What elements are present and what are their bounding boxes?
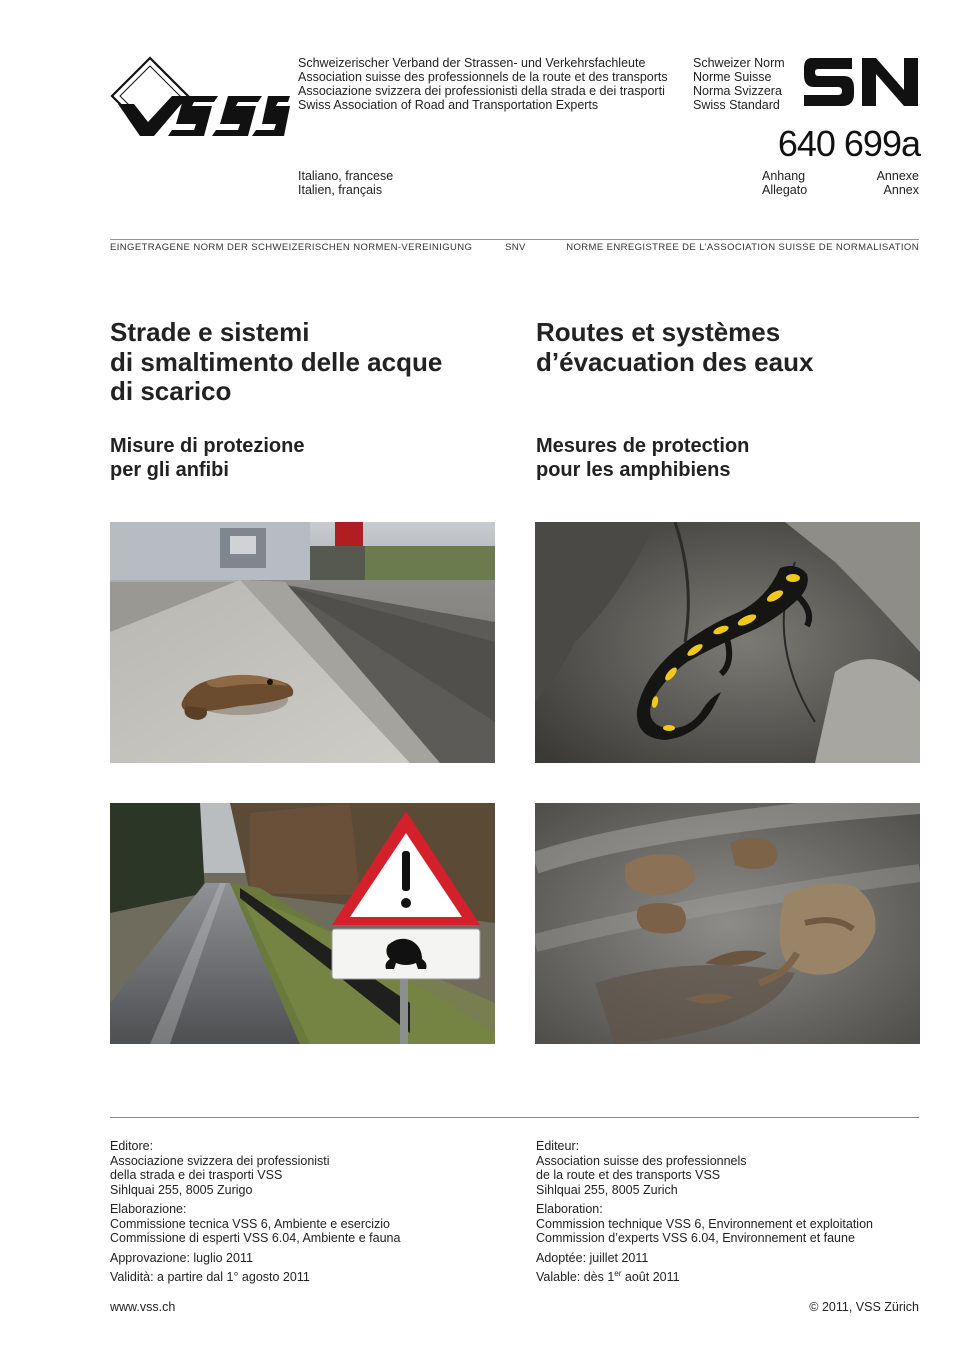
registration-snv: SNV xyxy=(505,242,526,253)
title-it-line: di smaltimento delle acque xyxy=(110,346,443,377)
title-it-line: Strade e sistemi xyxy=(110,317,310,347)
annex-de: Anhang xyxy=(762,169,806,183)
title-fr-line: d’évacuation des eaux xyxy=(536,346,814,377)
editor-label: Editeur: xyxy=(536,1139,580,1153)
editor-line: della strada e dei trasporti VSS xyxy=(110,1168,283,1182)
association-name-it: Associazione svizzera dei professionisti della strada e dei trasporti xyxy=(298,84,665,98)
annex-label-right xyxy=(820,169,919,197)
subtitle-fr-line: Mesures de protection xyxy=(536,435,750,457)
copyright-notice: © 2011, VSS Zürich xyxy=(809,1300,919,1314)
association-name-de: Schweizerischer Verband der Strassen- und Verkehrsfachleute xyxy=(298,56,646,70)
elaboration-line: Commissione tecnica VSS 6, Ambiente e esercizio xyxy=(110,1216,390,1231)
editor-line: Association suisse des professionnels xyxy=(536,1153,747,1168)
registration-rule xyxy=(110,239,919,240)
footer-french xyxy=(536,1139,873,1285)
subtitle-french xyxy=(536,435,749,482)
norm-type-en: Swiss Standard xyxy=(693,98,780,112)
editor-line: Sihlquai 255, 8005 Zurich xyxy=(536,1182,678,1197)
norm-number: 640 699a xyxy=(777,123,920,164)
languages-fr: Italien, français xyxy=(298,183,383,197)
subtitle-italian xyxy=(110,435,304,482)
subtitle-it-line: per gli anfibi xyxy=(110,458,229,481)
validity-date: Validità: a partire dal 1° agosto 2011 xyxy=(110,1270,310,1284)
norm-type-fr: Norme Suisse xyxy=(693,70,772,84)
norm-type-de: Schweizer Norm xyxy=(693,56,785,70)
validity-date: Valable: dès 1er août 2011 xyxy=(536,1268,680,1284)
association-name-en: Swiss Association of Road and Transportation Experts xyxy=(298,98,599,112)
footer-rule xyxy=(110,1117,919,1118)
title-italian xyxy=(110,318,442,407)
footer-italian xyxy=(110,1139,400,1285)
title-it-line: di scarico xyxy=(110,376,232,406)
annex-it: Allegato xyxy=(762,183,808,197)
editor-line: de la route et des transports VSS xyxy=(536,1168,721,1182)
title-french xyxy=(536,318,813,377)
annex-label-left xyxy=(762,169,807,197)
editor-label: Editore: xyxy=(110,1139,154,1153)
elaboration-line: Commission technique VSS 6, Environnement et exploitation xyxy=(536,1216,873,1231)
association-name-fr: Association suisse des professionnels de la route et des transports xyxy=(298,70,668,84)
editor-line: Associazione svizzera dei professionisti xyxy=(110,1153,330,1168)
elaboration-label: Elaboration: xyxy=(536,1202,603,1216)
registration-text-de: EINGETRAGENE NORM DER SCHWEIZERISCHEN NORMEN-VEREINIGUNG xyxy=(110,242,473,253)
registration-text-fr: NORME ENREGISTREE DE L’ASSOCIATION SUISSE DE NORMALISATION xyxy=(566,242,919,253)
annex-en: Annex xyxy=(883,183,919,197)
elaboration-line: Commission d’experts VSS 6.04, Environnement et faune xyxy=(536,1231,855,1245)
subtitle-it-line: Misure di protezione xyxy=(110,435,305,457)
sn-logo xyxy=(802,56,920,108)
fire-salamander-photo xyxy=(535,522,920,763)
approval-date: Adoptée: juillet 2011 xyxy=(536,1250,649,1265)
norm-type-names xyxy=(693,56,785,112)
languages-it: Italiano, francese xyxy=(298,169,394,183)
toad-warning-sign-road-photo xyxy=(110,803,495,1044)
elaboration-label: Elaborazione: xyxy=(110,1202,187,1216)
document-languages xyxy=(298,169,393,197)
elaboration-line: Commissione di esperti VSS 6.04, Ambiente e fauna xyxy=(110,1231,401,1245)
subtitle-fr-line: pour les amphibiens xyxy=(536,458,731,481)
approval-date: Approvazione: luglio 2011 xyxy=(110,1250,253,1265)
vss-logo xyxy=(110,56,290,140)
norm-type-it: Norma Svizzera xyxy=(693,84,782,98)
website-link[interactable]: www.vss.ch xyxy=(110,1300,176,1314)
toads-in-pipe-photo xyxy=(535,803,920,1044)
annex-fr: Annexe xyxy=(876,169,919,183)
association-names xyxy=(298,56,668,112)
frog-on-curb-photo xyxy=(110,522,495,763)
title-fr-line: Routes et systèmes xyxy=(536,317,781,347)
editor-line: Sihlquai 255, 8005 Zurigo xyxy=(110,1182,253,1197)
